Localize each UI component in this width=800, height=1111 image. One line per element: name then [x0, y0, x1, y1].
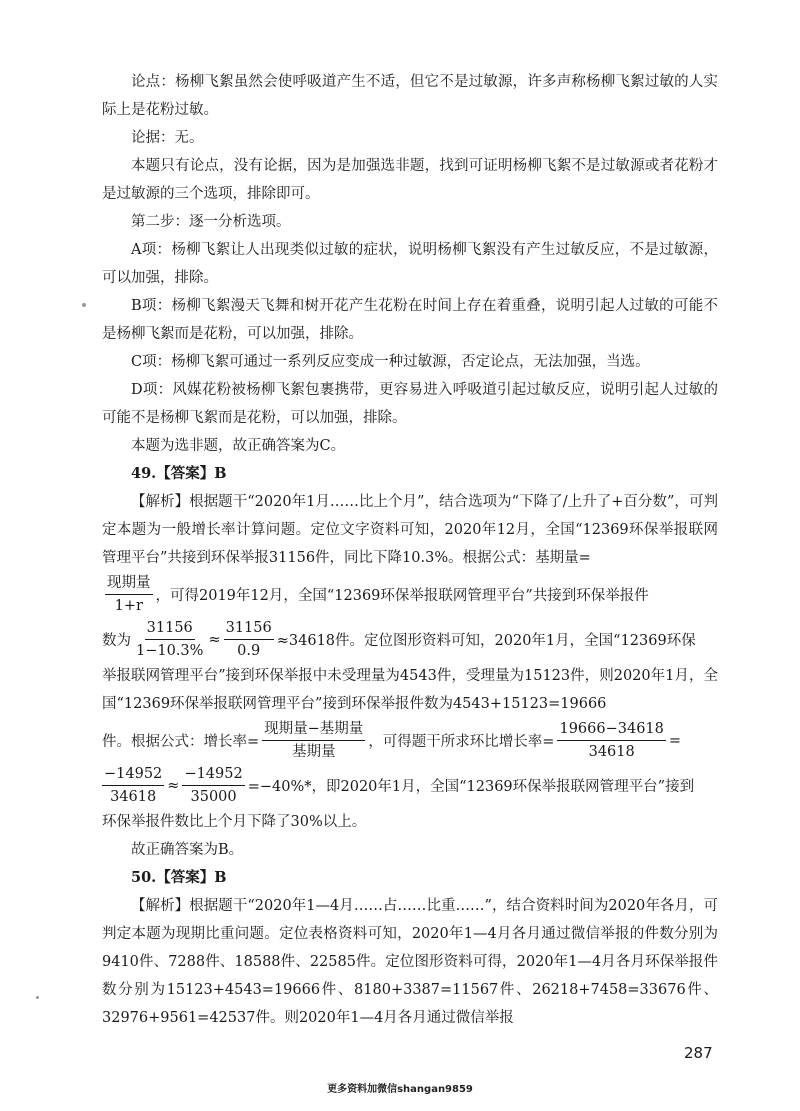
formula-row-2: 数为 $\frac{31156}{1-10.3\%}$ ≈ $\frac{31156}{0.9}$ ≈34618件。定位图形资料可知，2020年1月，全国“12369环保: [102, 620, 696, 659]
option-a-paragraph: A项：杨柳飞絮让人出现类似过敏的症状，说明杨柳飞絮没有产生过敏反应，不是过敏源，可以加强，排除。: [102, 242, 718, 286]
q50-analysis-paragraph: 【解析】根据题干“2020年1—4月……占……比重……”，结合资料时间为2020年各月，可判定本题为现期比重问题。定位表格资料可知，2020年1—4月各月通过微信举报的件数分别为9410件、7288件、18588件、22585件。定位图形资料可得，2020年1—4月各月环保举报件数分别为15123+4543=19666件、8180+3387=11567件、26218+7458=33676件、32976+9561=42537件。则2020年1—4月各月通过微信举报: [102, 898, 718, 1026]
fraction-14952-over-34618: $\frac{-14952}{34618}$: [104, 766, 163, 805]
formula-row-1: $\frac{\text{现期量}}{1+r}$ ，可得2019年12月，全国“12369环保举报联网管理平台”共接到环保举报件: [107, 575, 649, 614]
conclusion-paragraph: 本题为选非题，故正确答案为C。: [131, 438, 346, 454]
mom-growth-fraction: $\frac{19666-34618}{34618}$: [559, 721, 664, 760]
argument-paragraph: 论点：杨柳飞絮虽然会使呼吸道产生不适，但它不是过敏源，许多声称杨柳飞絮过敏的人实际上是花粉过敏。: [102, 74, 718, 118]
fraction-31156-over-0-9: $\frac{31156}{0.9}$: [225, 620, 272, 659]
q50-answer-heading: 50.【答案】B: [131, 869, 227, 886]
step-two-paragraph: 第二步：逐一分析选项。: [131, 214, 291, 230]
footer-note: 更多资料加微信shangan9859: [327, 1084, 473, 1095]
base-period-fraction: $\frac{\text{现期量}}{1+r}$: [107, 575, 151, 614]
q49-analysis-paragraph: 【解析】根据题干“2020年1月……比上个月”，结合选项为“下降了/上升了+百分数”，可判定本题为一般增长率计算问题。定位文字资料可知，2020年12月，全国“12369环保举报联网管理平台”共接到环保举报31156件，同比下降10.3%。根据公式：基期量=: [102, 494, 718, 566]
scan-speck: [82, 303, 86, 307]
scan-speck: [36, 996, 39, 999]
option-c-paragraph: C项：杨柳飞絮可通过一系列反应变成一种过敏源，否定论点，无法加强，当选。: [131, 354, 650, 370]
analysis-paragraph: 本题只有论点，没有论据，因为是加强选非题，找到可证明杨柳飞絮不是过敏源或者花粉才是过敏源的三个选项，排除即可。: [102, 158, 718, 202]
receipt-paragraph: 举报联网管理平台”接到环保举报中未受理量为4543件，受理量为15123件，则2020年1月，全国“12369环保举报联网管理平台”接到环保举报件数为4543+15123=19666: [102, 668, 718, 712]
fraction-31156-over-rate: $\frac{31156}{1-10.3\%}$: [136, 620, 204, 659]
q49-answer-heading: 49.【答案】B: [131, 465, 227, 482]
growth-rate-fraction: $\frac{\text{现期量−基期量}}{\text{基期量}}$: [264, 721, 364, 760]
evidence-paragraph: 论据：无。: [131, 130, 204, 146]
formula-row-3: 件。根据公式：增长率= $\frac{\text{现期量−基期量}}{\text{基期量}}$ ，可得题干所求环比增长率= $\frac{19666-34618}{34618}$ =: [102, 721, 682, 760]
formula-row-4: $\frac{-14952}{34618}$ ≈ $\frac{-14952}{35000}$ =−40%*，即2020年1月，全国“12369环保举报联网管理平台”接到: [104, 766, 695, 805]
option-d-paragraph: D项：风媒花粉被杨柳飞絮包裹携带，更容易进入呼吸道引起过敏反应，说明引起人过敏的可能不是杨柳飞絮而是花粉，可以加强，排除。: [102, 382, 718, 426]
page-number: 287: [684, 1044, 713, 1062]
q49-answer-paragraph: 故正确答案为B。: [131, 842, 244, 858]
fraction-14952-over-35000: $\frac{-14952}{35000}$: [184, 766, 243, 805]
option-b-paragraph: B项：杨柳飞絮漫天飞舞和树开花产生花粉在时间上存在着重叠，说明引起人过敏的可能不是杨柳飞絮而是花粉，可以加强，排除。: [102, 298, 718, 342]
decline-paragraph: 环保举报件数比上个月下降了30%以上。: [102, 814, 367, 830]
page-body: [102, 68, 718, 1032]
